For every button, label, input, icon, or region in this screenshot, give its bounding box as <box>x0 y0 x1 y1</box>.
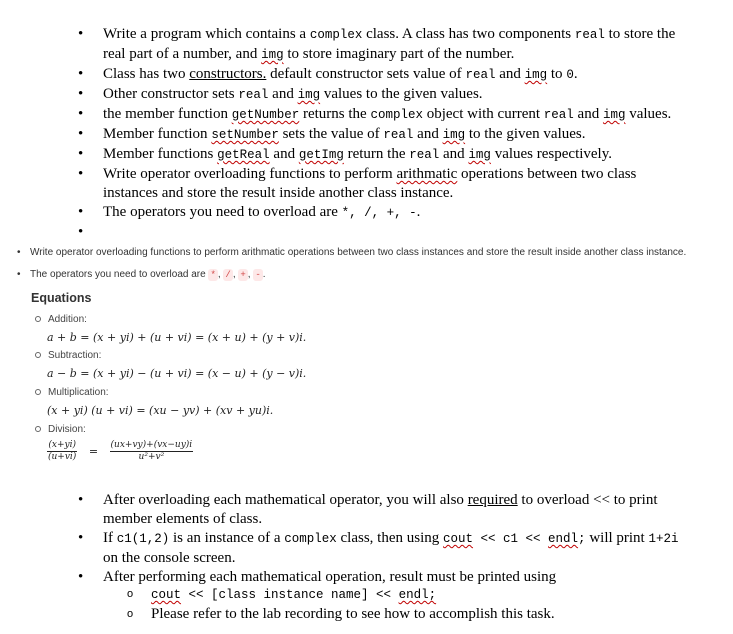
op-pill: - <box>255 270 261 280</box>
bullet-text: After performing each mathematical operation, result must be printed using <box>103 569 557 585</box>
bullet-dot: • <box>78 146 84 162</box>
inline-code: complex <box>370 108 423 122</box>
inline-code: getImg <box>298 148 344 162</box>
web-bullet <box>0 246 733 259</box>
inline-code: 1+2i <box>648 532 679 546</box>
inline-code: cout <box>151 588 182 602</box>
web-snippet <box>0 246 733 290</box>
bullet-dot: • <box>78 166 84 182</box>
inline-code: getNumber <box>231 108 300 122</box>
bullet-text: Class has two constructors. default constructor sets value of real and img to 0. <box>103 66 578 82</box>
inline-code: ; <box>578 532 586 546</box>
inline-code: endl; <box>398 588 437 602</box>
inline-code: complex <box>309 28 363 42</box>
bullet-text: The operators you need to overload are *, /, +, -. <box>103 204 421 220</box>
subtraction-formula: a − b = (x + yi) − (u + vi) = (x − u) + (y − v)i. <box>47 367 307 380</box>
circle-bullet-icon <box>35 389 41 395</box>
inline-code: c1(1,2) <box>116 532 170 546</box>
division-rhs: $\frac{(ux+vy)+(vx-uy)i}{\text{u²+v²}}$ <box>110 440 193 462</box>
sub-bullet-list <box>0 585 733 624</box>
top-bullet-list <box>0 25 733 240</box>
bullet-dot: • <box>78 204 84 220</box>
web-bullet-suffix: . <box>262 269 266 280</box>
inline-code: << c1 << <box>473 532 549 546</box>
inline-text: constructors. <box>189 66 267 82</box>
inline-code: endl <box>548 532 579 546</box>
op-pill: + <box>240 270 246 280</box>
bullet-item <box>0 203 733 223</box>
bullet-text: Write operator overloading functions to perform arithmatic operations between two class instances and store the result inside another class instance. <box>103 166 637 201</box>
bullet-dot: • <box>78 224 84 240</box>
inline-code: img <box>297 88 321 102</box>
bullet-text: After overloading each mathematical operator, you will also required to overload << to print member elements of class. <box>103 492 658 527</box>
bullet-dot: o <box>127 608 134 620</box>
bullet-dot: • <box>78 66 84 82</box>
bullet-dot: • <box>78 530 84 546</box>
bullet-dot: • <box>17 269 21 280</box>
circle-bullet-icon <box>35 316 41 322</box>
bullet-text <box>151 586 436 602</box>
multiplication-label: Multiplication: <box>35 387 109 398</box>
bullet-item <box>0 105 733 125</box>
inline-code: complex <box>284 532 337 546</box>
inline-code: img <box>442 128 466 142</box>
bullet-item <box>0 585 733 605</box>
inline-code: img <box>468 148 491 162</box>
division-label: Division: <box>35 424 86 435</box>
bullet-item <box>0 605 733 624</box>
bullet-item <box>0 491 733 529</box>
subtraction-label: Subtraction: <box>35 350 101 361</box>
equations-heading: Equations <box>31 291 92 305</box>
circle-bullet-icon <box>35 426 41 432</box>
inline-code: img <box>524 68 548 82</box>
inline-text: required <box>467 492 518 508</box>
inline-code: << [class instance name] << <box>181 588 399 602</box>
op-pill: / <box>225 270 231 280</box>
bullet-item <box>0 145 733 165</box>
web-bullet-text: The operators you need to overload are <box>30 269 209 280</box>
inline-code: real <box>238 88 269 102</box>
circle-bullet-icon <box>35 352 41 358</box>
bullet-dot: • <box>78 126 84 142</box>
addition-label: Addition: <box>35 314 87 325</box>
bullet-dot: • <box>78 492 84 508</box>
bullet-item <box>0 529 733 568</box>
bullet-dot: • <box>78 569 84 585</box>
inline-code: 0 <box>566 68 574 82</box>
bullet-text: Please refer to the lab recording to see how to accomplish this task. <box>151 606 555 622</box>
bullet-text: Other constructor sets real and img values to the given values. <box>103 86 483 102</box>
bullet-dot: o <box>127 588 134 600</box>
bullet-dot: • <box>78 86 84 102</box>
division-lhs: $\frac{(x+yi)}{(u+vi)}$ <box>48 440 77 462</box>
bullet-item <box>0 25 733 65</box>
division-formula: $\frac{(x+yi)}{(u+vi)}$ = $\frac{(ux+vy)+(vx-uy)i}{\text{u²+v²}}$ <box>48 440 193 462</box>
web-bullet: • The operators you need to overload are * , / , + , - . <box>17 269 266 280</box>
inline-code: img <box>602 108 626 122</box>
bullet-dot: • <box>17 247 21 258</box>
bullet-dot: • <box>78 26 84 42</box>
inline-code: real <box>409 148 440 162</box>
bullet-item <box>0 165 733 203</box>
inline-code: getReal <box>217 148 270 162</box>
inline-code: cout <box>443 532 474 546</box>
bullet-text: If c1(1,2) is an instance of a complex class, then using cout << c1 << endl; will print 1+2i on the console screen. <box>103 530 679 566</box>
web-bullet-text: Write operator overloading functions to perform arithmatic operations between two class instances and store the result inside another class instance. <box>30 247 687 258</box>
bullet-item <box>0 85 733 105</box>
multiplication-formula: (x + yi) (u + vi) = (xu − yv) + (xv + yu)i. <box>47 404 274 417</box>
inline-code: real <box>465 68 496 82</box>
bullet-dot: • <box>78 106 84 122</box>
inline-code: setNumber <box>211 128 279 142</box>
bottom-bullet-list <box>0 491 733 587</box>
bullet-text: Member function setNumber sets the value of real and img to the given values. <box>103 126 586 142</box>
inline-code: real <box>543 108 574 122</box>
bullet-text: the member function getNumber returns the complex object with current real and img values. <box>103 106 672 122</box>
inline-text: arithmatic <box>396 166 458 182</box>
bullet-text: Member functions getReal and getImg return the real and img values respectively. <box>103 146 612 162</box>
op-pill: * <box>210 270 216 280</box>
bullet-item <box>0 125 733 145</box>
addition-formula: a + b = (x + yi) + (u + vi) = (x + u) + (y + v)i. <box>47 331 307 344</box>
inline-code: real <box>574 28 605 42</box>
inline-code: img <box>261 48 284 62</box>
inline-code: *, /, +, - <box>341 206 417 220</box>
inline-code: real <box>383 128 414 142</box>
bullet-text: Write a program which contains a complex class. A class has two components real to store the real part of a number, and img to store imaginary part of the number. <box>103 26 676 62</box>
bullet-item <box>0 65 733 85</box>
